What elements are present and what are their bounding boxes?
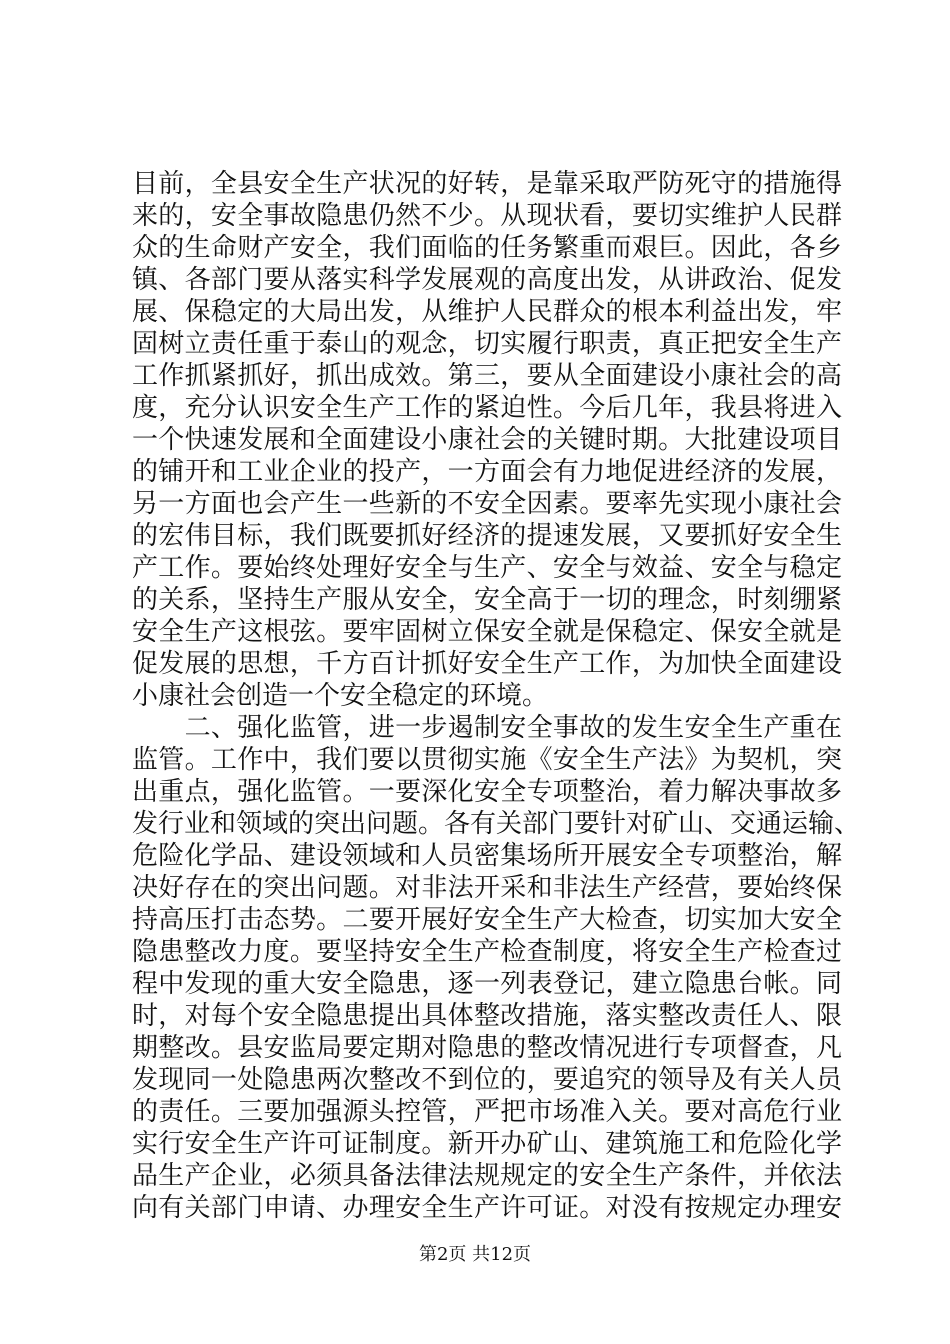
- text-line: 促发展的思想，千方百计抓好安全生产工作，为加快全面建设: [132, 649, 842, 679]
- text-line: 的铺开和工业企业的投产，一方面会有力地促进经济的发展，: [132, 457, 842, 487]
- text-line: 发现同一处隐患两次整改不到位的，要追究的领导及有关人员: [132, 1065, 842, 1095]
- text-line: 隐患整改力度。要坚持安全生产检查制度，将安全生产检查过: [132, 937, 842, 967]
- text-line: 另一方面也会产生一些新的不安全因素。要率先实现小康社会: [132, 489, 842, 519]
- text-line: 危险化学品、建设领域和人员密集场所开展安全专项整治，解: [132, 841, 842, 871]
- text-line: 出重点，强化监管。一要深化安全专项整治，着力解决事故多: [132, 777, 842, 807]
- text-line: 固树立责任重于泰山的观念，切实履行职责，真正把安全生产: [132, 329, 842, 359]
- text-line: 的关系，坚持生产服从安全，安全高于一切的理念，时刻绷紧: [132, 585, 842, 615]
- text-line: 监管。工作中，我们要以贯彻实施《安全生产法》为契机，突: [132, 745, 842, 775]
- text-line: 产工作。要始终处理好安全与生产、安全与效益、安全与稳定: [132, 553, 842, 583]
- body-text: [132, 168, 861, 1224]
- text-line: 发行业和领域的突出问题。各有关部门要针对矿山、交通运输、: [132, 809, 861, 839]
- text-line: 决好存在的突出问题。对非法开采和非法生产经营，要始终保: [132, 873, 842, 903]
- text-line: 的责任。三要加强源头控管，严把市场准入关。要对高危行业: [132, 1097, 842, 1127]
- text-line: 程中发现的重大安全隐患，逐一列表登记，建立隐患台帐。同: [132, 969, 842, 999]
- text-line: 品生产企业，必须具备法律法规规定的安全生产条件，并依法: [132, 1161, 842, 1191]
- text-line: 二、强化监管，进一步遏制安全事故的发生安全生产重在: [132, 713, 842, 743]
- text-line: 的宏伟目标，我们既要抓好经济的提速发展，又要抓好安全生: [132, 521, 842, 551]
- text-line: 众的生命财产安全，我们面临的任务繁重而艰巨。因此，各乡: [132, 233, 842, 263]
- page-number-footer: 第2页 共12页: [418, 1244, 532, 1265]
- text-line: 一个快速发展和全面建设小康社会的关键时期。大批建设项目: [132, 425, 842, 455]
- text-line: 实行安全生产许可证制度。新开办矿山、建筑施工和危险化学: [132, 1129, 842, 1159]
- text-line: 度，充分认识安全生产工作的紧迫性。今后几年，我县将进入: [132, 393, 842, 423]
- text-line: 小康社会创造一个安全稳定的环境。: [132, 681, 549, 711]
- text-line: 展、保稳定的大局出发，从维护人民群众的根本利益出发，牢: [132, 297, 842, 327]
- text-line: 工作抓紧抓好，抓出成效。第三，要从全面建设小康社会的高: [132, 361, 842, 391]
- text-line: 目前，全县安全生产状况的好转，是靠采取严防死守的措施得: [132, 169, 842, 199]
- text-line: 持高压打击态势。二要开展好安全生产大检查，切实加大安全: [132, 905, 842, 935]
- text-line: 向有关部门申请、办理安全生产许可证。对没有按规定办理安: [132, 1193, 842, 1223]
- text-line: 来的，安全事故隐患仍然不少。从现状看，要切实维护人民群: [132, 201, 842, 231]
- text-line: 期整改。县安监局要定期对隐患的整改情况进行专项督查，凡: [132, 1033, 842, 1063]
- text-line: 安全生产这根弦。要牢固树立保安全就是保稳定、保安全就是: [132, 617, 842, 647]
- text-line: 镇、各部门要从落实科学发展观的高度出发，从讲政治、促发: [132, 265, 842, 295]
- text-line: 时，对每个安全隐患提出具体整改措施，落实整改责任人、限: [132, 1001, 842, 1031]
